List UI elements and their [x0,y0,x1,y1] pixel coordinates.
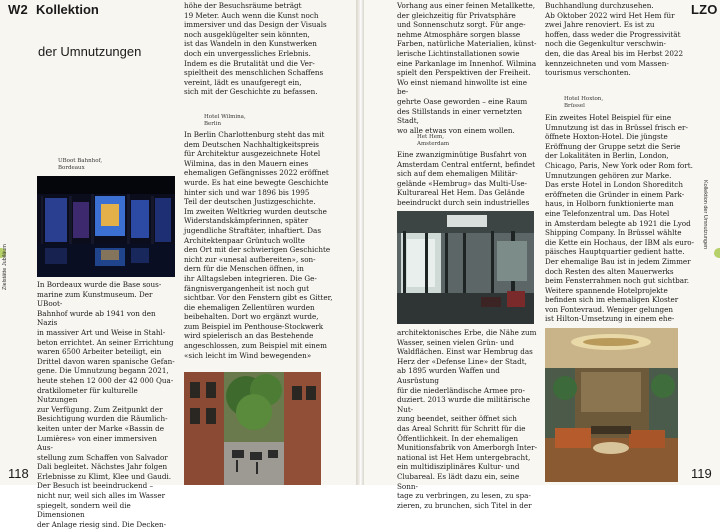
left-page [0,0,356,529]
text-column-4-body [545,113,697,325]
accent-marker-right [714,248,720,258]
paragraph-hoxton: Ein zweites Hotel Beispiel für eine Umnutzung ist das in Brüssel frisch er- öffnete Hoxton-Hotel. Die jüngste Eröffnung der Gruppe setzt die Serie der Lokalitäten in Berlin, London, Chicago, Paris, New York oder Rom fort. Umnutzungen gehören zur Marke. Das erste Hotel in London Shoreditch eröffneten die Gründer in einem Park- haus, in Holborn funktionierte man eine Telefonzentral um. Das Hotel in Amsterdam belegte ab 1921 die Lyod Shipping Company. In Brüssel wählte die Kette ein Hochaus, der IBM als euro- päisches Hauptquartier gedient hatte. Der ehemalige Bau ist in jedem Zimmer doch Resten des alten Mauerwerks beim Fensterrahmen noch gut sichtbar. Weitere spannende Hotelprojekte befinden sich im ehemaligen Kloster von Fontevraud. Weniger gelungen ist Hilton-Umsetzung in einem ehe- [545,113,695,324]
paragraph-wilmina-continued: Vorhang aus einer feinen Metallkette, der gleichzeitig für Privatsphäre und Sonnenschutz sorgt. Für ange- nehme Atmosphäre sorgen blasse Farben, natürliche Materialien, künst- lerische Lichtinstallationen sowie eine Parkanlage im Innenhof. Wilmina spielt den Perspektiven der Freiheit. Wo einst niemand hinwollte ist eine be- gehrte Oase geworden – eine Raum des Stillstands in einer vernetzten Stadt, wo alle etwas von einem wollen. [397,1,537,135]
caption-bordeaux: UBoot Bahnhof, Bordeaux [58,158,103,171]
right-page [364,0,720,510]
text-column-2-body [184,130,344,368]
text-column-3-bottom [397,328,540,510]
section-code-right: LZO [691,2,718,17]
page-number-right: 119 [691,466,712,481]
article-headline: der Umnutzungen [38,44,142,59]
text-column-4-top [545,1,695,81]
paragraph-het-hem: Eine zwanzigminütige Busfahrt von Amsterdam Central entfernt, befindet sich auf dem ehemaligen Militär- gelände «Hembrug» das Multi-Use- Kulturareal Het Hem. Das Gelände beeindruckt durch sein industrielles [397,150,536,207]
text-column-1 [37,280,175,529]
paragraph-bordeaux: In Bordeaux wurde die Base sous- marine zum Kunstmuseum. Der UBoot- Bahnhof wurde ab 1941 von den Nazis in massiver Art und Weise in Stahl- beton errichtet. An seiner Errichtung waren 6500 Arbeiter beteiligt, ein Drittel davon waren spanische Gefan- gene. Die Umnutzung begann 2021, heute stehen 12 000 der 42 000 Qua- dratkilometer für kulturelle Nutzungen zur Verfügung. Zum Zeitpunkt der Besichtigung wurden die Räumlich- keiten unter der Marke «Bassin de Lumières» von einer immersiven Aus- stellung zum Schaffen von Salvador Dali begleitet. Nächstes Jahr folgen Erlebnisse zu Klimt, Klee und Gaudi. Der Besuch ist beeindruckend – nicht nur, weil sich alles im Wasser spiegelt, sondern weil die Dimensionen der Anlage riesig sind. Die Decken- [37,280,175,529]
paragraph-het-hem-continued: architektonisches Erbe, die Nähe zum Wasser, seinen vielen Grün- und Waldflächen. Einst war Hembrug das Herz der «Defense Line» der Stadt, ab 1895 wurden Waffen und Ausrüstung für die niederländische Armee pro- duziert. 2013 wurde die militärische Nut- zung beendet, seither öffnet sich das Areal Schritt für Schritt für die Öffentlichkeit. In der ehemaligen Munitionsfabrik von Amerborgh Inter- national ist Het Hem untergebracht, ein multidisziplinäres Kultur- und Clubareal. Es lädt dazu ein, seine Sonn- tage zu verbringen, zu lesen, zu spa- zieren, zu brunchen, sich Titel in der [397,328,538,510]
side-label-right: Kollektion der Umnutzungen [702,180,708,250]
side-label: Zielstätte Jubiläum [2,244,8,290]
section-title: Kollektion [36,2,99,17]
caption-het-hem: Het Hem, Amsterdam [417,134,450,147]
hotel-lobby-photo [545,328,678,482]
prison-courtyard-photo [184,372,321,485]
text-column-3-mid [397,150,540,210]
text-column-2-top [184,1,344,101]
paragraph-het-hem-end: Buchhandlung durchzusehen. Ab Oktober 2022 wird Het Hem für zwei Jahre renoviert. Es ist zu hoffen, dass weder die Progressivität noch die Gegenkultur verschwin- den, die das Areal bis im Herbst 2022 kennzeichneten und vom Massen- tourismus verschonten. [545,1,684,78]
paragraph-wilmina: In Berlin Charlottenburg steht das mit dem Deutschen Nachhaltigkeitspreis für Architektur ausgezeichnete Hotel Wilmina, das in den Mauern eines ehemaligen Gefängnisses 2022 eröffnet wurde. Es hat eine bewegte Geschichte hinter sich und war 1896 bis 1995 Teil der deutschen Justizgeschichte. Im zweiten Weltkrieg wurden deutsche Widerstandskämpferinnen, später jugendliche Straftäter, inhaftiert. Das Architektenpaar Grüntuch wollte den Ort mit der schwierigen Geschichte nicht zur «unesal aufbereiten», son- dern für die Menschen öffnen, in ihr Alltagsleben integrieren. Die Ge- fängnisvergangenheit ist noch gut sichtbar. Vor den Fenstern gibt es Gitter, die ehemaligen Zellentüren wurden beibehalten. Dort wo ergänzt wurde, zum Beispiel im Penthouse-Stockwerk wird spielerisch an das Bestehende angeschlossen, zum Beispiel mit einem «sich leicht im Wind bewegenden» [184,130,333,360]
page-number-left: 118 [8,466,29,481]
paragraph-bordeaux-continued: höhe der Besuchsräume beträgt 19 Meter. Auch wenn die Kunst noch immersiver und das Design der Visuals noch ausgeklügelter sein könnten, ist das Wandeln in den Kunstwerken doch ein unvergessliches Erlebnis. Indem es die Brutalität und die Ver- spieltheit des menschlichen Schaffens vereint, lädt es unaufgeregt ein, sich mit der Geschichte zu befassen. [184,1,327,97]
caption-hoxton: Hotel Hoxton, Brüssel [564,96,604,109]
bunker-exhibition-photo [37,176,175,277]
book-gutter [356,0,364,485]
industrial-hall-photo [397,211,534,324]
section-code: W2 [8,2,28,17]
caption-wilmina: Hotel Wilmina, Berlin [204,114,246,127]
text-column-3-top [397,1,540,135]
